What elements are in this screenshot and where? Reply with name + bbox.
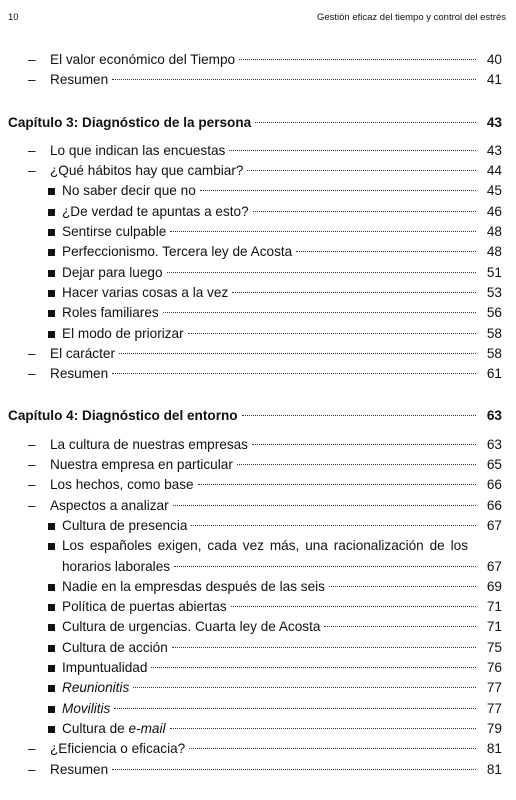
toc-entry-title: Resumen — [50, 72, 109, 88]
dot-leader — [229, 150, 476, 151]
toc-subentry-title: El modo de priorizar — [62, 325, 184, 341]
page-number: 10 — [8, 12, 19, 23]
toc-subentry-title-line1: Los españoles exigen, cada vez más, una racionalización de los — [62, 538, 468, 554]
chapter-title: Capítulo 3: Diagnóstico de la persona — [8, 114, 252, 130]
toc-entry[interactable] — [0, 739, 516, 759]
square-bullet-icon — [48, 229, 55, 236]
dot-leader — [173, 505, 476, 506]
toc-subentry[interactable] — [0, 638, 516, 658]
dot-leader — [247, 170, 476, 171]
toc-subentry[interactable] — [0, 242, 516, 262]
running-head: Gestión eficaz del tiempo y control del estrés — [316, 12, 506, 23]
dot-leader — [172, 647, 476, 648]
toc-subentry-page: 67 — [486, 558, 502, 574]
toc-entry[interactable] — [0, 141, 516, 161]
chapter-title: Capítulo 4: Diagnóstico del entorno — [8, 408, 238, 424]
dot-leader — [133, 687, 476, 688]
toc-subentry-title: Movilitis — [62, 700, 111, 716]
dot-leader — [119, 353, 476, 354]
toc-entry[interactable] — [0, 496, 516, 516]
toc-subentry[interactable] — [0, 577, 516, 597]
dot-leader — [198, 484, 476, 485]
toc-entry-page: 63 — [486, 436, 502, 452]
toc-entry-title: El carácter — [50, 345, 115, 361]
toc-subentry[interactable] — [0, 678, 516, 698]
dot-leader — [324, 626, 476, 627]
toc-subentry-title: Roles familiares — [62, 305, 159, 321]
toc-entry[interactable] — [0, 50, 516, 70]
square-bullet-icon — [48, 584, 55, 591]
toc-entry-page: 81 — [486, 741, 502, 757]
toc-subentry-page: 56 — [486, 305, 502, 321]
toc-entry-page: 66 — [486, 477, 502, 493]
dot-leader — [237, 464, 476, 465]
toc-subentry-title: Cultura de presencia — [62, 517, 188, 533]
square-bullet-icon — [48, 624, 55, 631]
toc-subentry-title: Nadie en la empresdas después de las seis — [62, 578, 325, 594]
toc-subentry[interactable] — [0, 719, 516, 739]
chapter-page: 63 — [486, 408, 502, 424]
toc-entry[interactable] — [0, 364, 516, 384]
toc-subentry-page: 76 — [486, 660, 502, 676]
toc-entry-title: La cultura de nuestras empresas — [50, 436, 248, 452]
toc-subentry-title: Hacer varias cosas a la vez — [62, 284, 229, 300]
square-bullet-icon — [48, 249, 55, 256]
dot-leader — [242, 415, 476, 416]
toc-subentry-page: 46 — [486, 203, 502, 219]
toc-subentry-page: 75 — [486, 639, 502, 655]
square-bullet-icon — [48, 188, 55, 195]
square-bullet-icon — [48, 706, 55, 713]
toc-entry-title: Aspectos a analizar — [50, 497, 169, 513]
toc-entry-page: 81 — [486, 761, 502, 777]
dot-leader — [174, 566, 476, 567]
dash-marker: – — [28, 52, 36, 67]
dash-marker: – — [28, 741, 36, 757]
dot-leader — [163, 312, 476, 313]
dot-leader — [189, 748, 476, 749]
toc-entry-page: 61 — [486, 366, 502, 382]
dash-marker: – — [28, 142, 36, 158]
toc-entry[interactable] — [0, 70, 516, 90]
toc-entry[interactable] — [0, 344, 516, 364]
toc-entry-title: Resumen — [50, 761, 109, 777]
dash-marker: – — [28, 761, 36, 777]
toc-subentry-page: 77 — [486, 680, 502, 696]
toc-subentry[interactable] — [0, 324, 516, 344]
dot-leader — [239, 59, 476, 60]
toc-subentry-title-line2: horarios laborales — [62, 558, 171, 574]
dash-marker: – — [28, 436, 36, 452]
toc-subentry-page: 67 — [486, 517, 502, 533]
toc-entry-page: 44 — [486, 163, 502, 179]
title-italic: e-mail — [128, 720, 166, 736]
dash-marker: – — [28, 477, 36, 493]
toc-subentry-page: 71 — [486, 599, 502, 615]
toc-subentry-page: 48 — [486, 224, 502, 240]
toc-subentry[interactable] — [0, 222, 516, 242]
dot-leader — [170, 728, 476, 729]
toc-subentry-page: 48 — [486, 244, 502, 260]
toc-subentry[interactable] — [0, 283, 516, 303]
dot-leader — [112, 769, 476, 770]
dot-leader — [231, 606, 476, 607]
toc-entry[interactable] — [0, 475, 516, 495]
dot-leader — [252, 444, 476, 445]
toc-subentry[interactable] — [0, 181, 516, 201]
square-bullet-icon — [48, 209, 55, 216]
square-bullet-icon — [48, 543, 55, 550]
toc-subentry[interactable] — [0, 699, 516, 719]
toc-subentry-page: 69 — [486, 578, 502, 594]
toc-subentry[interactable] — [0, 516, 516, 536]
dot-leader — [167, 272, 476, 273]
dot-leader — [112, 79, 476, 80]
dot-leader — [296, 251, 476, 252]
dot-leader — [188, 333, 476, 334]
toc-subentry-title: Cultura de urgencias. Cuarta ley de Acosta — [62, 619, 321, 635]
toc-chapter-4[interactable] — [0, 406, 516, 426]
square-bullet-icon — [48, 726, 55, 733]
toc-subentry-title: Sentirse culpable — [62, 224, 167, 240]
toc-subentry-title: Dejar para luego — [62, 264, 163, 280]
toc-subentry-page: 71 — [486, 619, 502, 635]
toc-subentry-title: Cultura de acción — [62, 639, 168, 655]
dot-leader — [232, 292, 476, 293]
toc-subentry-page: 51 — [486, 264, 502, 280]
square-bullet-icon — [48, 290, 55, 297]
toc-entry-title: Lo que indican las encuestas — [50, 142, 226, 158]
dot-leader — [191, 525, 476, 526]
toc-chapter-3[interactable] — [0, 113, 516, 133]
toc-subentry-title: No saber decir que no — [62, 183, 196, 199]
dot-leader — [170, 231, 476, 232]
toc-subentry[interactable] — [0, 263, 516, 283]
toc-entry-title: Nuestra empresa en particular — [50, 457, 233, 473]
toc-subentry[interactable] — [0, 597, 516, 617]
square-bullet-icon — [48, 523, 55, 530]
square-bullet-icon — [48, 310, 55, 317]
dash-marker: – — [28, 366, 36, 382]
table-of-contents — [0, 50, 516, 780]
toc-entry-page: 43 — [486, 142, 502, 158]
toc-entry-page: 41 — [486, 72, 502, 88]
toc-entry-title: ¿Qué hábitos hay que cambiar? — [50, 163, 244, 179]
title-prefix: Cultura de — [62, 720, 129, 736]
toc-subentry-page: 58 — [486, 325, 502, 341]
toc-subentry[interactable] — [0, 557, 516, 577]
dot-leader — [255, 122, 476, 123]
toc-subentry[interactable] — [0, 202, 516, 222]
dot-leader — [253, 211, 476, 212]
toc-subentry[interactable] — [0, 617, 516, 637]
dash-marker: – — [28, 345, 36, 361]
toc-subentry-title — [62, 719, 166, 739]
toc-subentry-page: 79 — [486, 720, 502, 736]
toc-subentry-title: ¿De verdad te apuntas a esto? — [62, 203, 249, 219]
chapter-page: 43 — [486, 114, 502, 130]
toc-entry[interactable] — [0, 455, 516, 475]
dash-marker: – — [28, 72, 36, 88]
toc-subentry-title: Perfeccionismo. Tercera ley de Acosta — [62, 244, 293, 260]
square-bullet-icon — [48, 665, 55, 672]
toc-entry-title: ¿Eficiencia o eficacia? — [50, 741, 186, 757]
dash-marker: – — [28, 497, 36, 513]
dot-leader — [114, 708, 476, 709]
toc-subentry-page: 45 — [486, 183, 502, 199]
toc-entry-page: 40 — [486, 52, 502, 67]
toc-subentry-page: 53 — [486, 284, 502, 300]
toc-entry[interactable] — [0, 760, 516, 780]
square-bullet-icon — [48, 645, 55, 652]
dot-leader — [151, 667, 476, 668]
dash-marker: – — [28, 163, 36, 179]
square-bullet-icon — [48, 685, 55, 692]
dot-leader — [329, 586, 476, 587]
toc-entry-page: 58 — [486, 345, 502, 361]
toc-entry[interactable] — [0, 435, 516, 455]
toc-subentry[interactable] — [0, 303, 516, 323]
toc-entry[interactable] — [0, 161, 516, 181]
square-bullet-icon — [48, 331, 55, 338]
toc-entry-page: 66 — [486, 497, 502, 513]
square-bullet-icon — [48, 604, 55, 611]
page-header — [8, 11, 506, 25]
square-bullet-icon — [48, 270, 55, 277]
toc-entry-page: 65 — [486, 457, 502, 473]
toc-entry-title: Los hechos, como base — [50, 477, 194, 493]
toc-subentry-page: 77 — [486, 700, 502, 716]
toc-subentry-title: Política de puertas abiertas — [62, 599, 227, 615]
dash-marker: – — [28, 457, 36, 473]
toc-subentry-title: Impuntualidad — [62, 660, 148, 676]
toc-entry-title: Resumen — [50, 366, 109, 382]
dot-leader — [200, 190, 476, 191]
toc-subentry[interactable] — [0, 658, 516, 678]
toc-subentry-wrapped-line[interactable] — [0, 536, 516, 556]
toc-entry-title: El valor económico del Tiempo — [50, 52, 236, 67]
toc-subentry-title: Reunionitis — [62, 680, 130, 696]
dot-leader — [112, 373, 476, 374]
